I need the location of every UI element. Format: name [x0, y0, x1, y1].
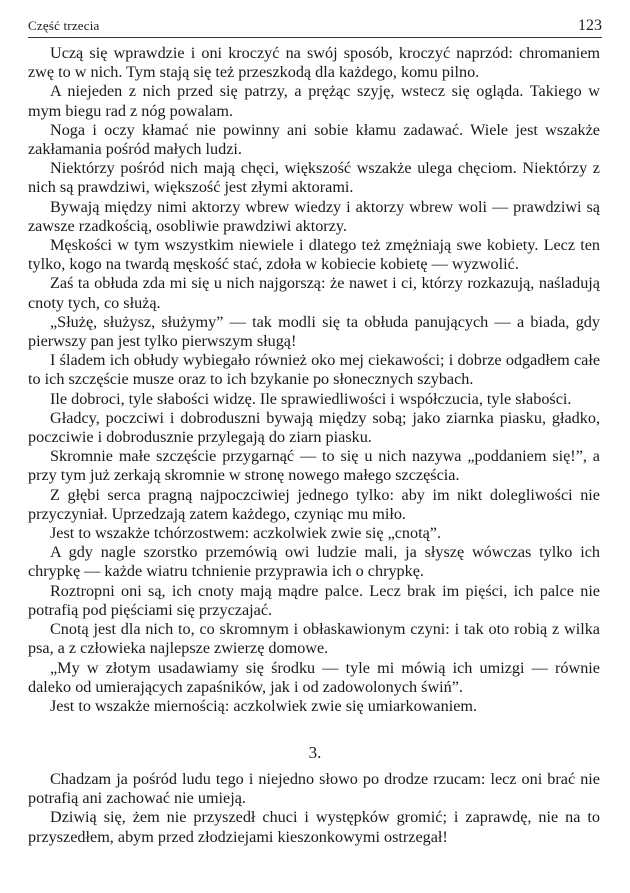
paragraph: I śladem ich obłudy wybiegało również oko mej ciekawości; i dobrze odgadłem całe to ich szczęście musze oraz to ich bzykanie po słonecznych szybach.	[28, 351, 600, 389]
paragraph: Jest to wszakże tchórzostwem: aczkolwiek zwie się „cnotą”.	[50, 524, 442, 543]
paragraph: Uczą się wprawdzie i oni kroczyć na swój sposób, kroczyć naprzód: chromaniem zwę to w nich. Tym stają się też przeszkodą dla każdego, komu pilno.	[28, 44, 600, 82]
paragraph: Bywają między nimi aktorzy wbrew wiedzy i aktorzy wbrew woli — prawdziwi są zawsze rzadkością, osobliwie prawdziwi aktorzy.	[28, 197, 600, 235]
paragraph: „Służę, służysz, służymy” — tak modli się ta obłuda panujących — a biada, gdy pierwszy pan jest tylko pierwszym sługą!	[28, 312, 600, 351]
paragraph: „My w złotym usadawiamy się środku — tyle mi mówią ich umizgi — równie daleko od umierających zapaśników, jak i od zadowolonych świń”.	[28, 658, 600, 696]
section-3	[28, 770, 600, 847]
paragraph: Gładcy, poczciwi i dobroduszni bywają między sobą; jako ziarnka piasku, gładko, poczciwie i dobrodusznie przylegają do ziarn piasku.	[28, 408, 600, 447]
page-number: 123	[578, 17, 602, 34]
header-rule	[28, 37, 602, 38]
paragraph: Męskości w tym wszystkim niewiele i dlatego też zmężniają swe kobiety. Lecz ten tylko, kogo na twardą męskość stać, zdoła w kobiecie kobietę — wyzwolić.	[28, 236, 600, 274]
section-number: 3.	[308, 743, 322, 762]
paragraph: Ile dobroci, tyle słabości widzę. Ile sprawiedliwości i współczucia, tyle słabości.	[50, 389, 572, 408]
paragraph: Jest to wszakże miernością: aczkolwiek zwie się umiarkowaniem.	[50, 696, 478, 715]
body-text	[28, 44, 600, 716]
running-head: Część trzecia	[28, 18, 100, 33]
paragraph: Chadzam ja pośród ludu tego i niejedno słowo po drodze rzucam: lecz oni brać nie potrafią ani zachować nie umieją.	[28, 770, 600, 808]
paragraph: Niektórzy pośród nich mają chęci, większość wszakże ulega chęciom. Niektórzy z nich są prawdziwi, większość jest złymi aktorami.	[28, 159, 600, 197]
paragraph: Cnotą jest dla nich to, co skromnym i obłaskawionym czyni: i tak oto robią z wilka psa, a z człowieka najlepsze zwierzę domowe.	[28, 620, 600, 658]
paragraph: Skromnie małe szczęście przygarnąć — to się u nich nazywa „poddaniem się!”, a przy tym już zerkają skromnie w stronę nowego małego szczęścia.	[28, 447, 600, 485]
paragraph: Zaś ta obłuda zda mi się u nich najgorszą: że nawet i ci, którzy rozkazują, naśladują cnoty tych, co służą.	[28, 274, 600, 312]
paragraph: Noga i oczy kłamać nie powinny ani sobie kłamu zadawać. Wiele jest wszakże zakłamania pośród małych ludzi.	[28, 120, 600, 159]
paragraph: Z głębi serca pragną najpoczciwiej jednego tylko: aby im nikt dolegliwości nie przyczyniał. Uprzedzają zatem każdego, czyniąc mu miło.	[28, 485, 600, 523]
paragraph: Dziwią się, żem nie przyszedł chuci i występków gromić; i zaprawdę, nie na to przyszedłem, abym przed złodziejami kieszonkowymi ostrzegał!	[28, 808, 600, 846]
page-header	[28, 14, 602, 38]
paragraph: A niejeden z nich przed się patrzy, a prężąc szyję, wstecz się ogląda. Takiego w mym biegu rad z nóg powalam.	[28, 82, 600, 120]
paragraph: A gdy nagle szorstko przemówią owi ludzie mali, ja słyszę wówczas tylko ich chrypkę — każde wiatru tchnienie przyprawia ich o chrypkę.	[28, 543, 600, 581]
paragraph: Roztropni oni są, ich cnoty mają mądre palce. Lecz brak im pięści, ich palce nie potrafią pod pięściami się przyczajać.	[28, 581, 600, 619]
